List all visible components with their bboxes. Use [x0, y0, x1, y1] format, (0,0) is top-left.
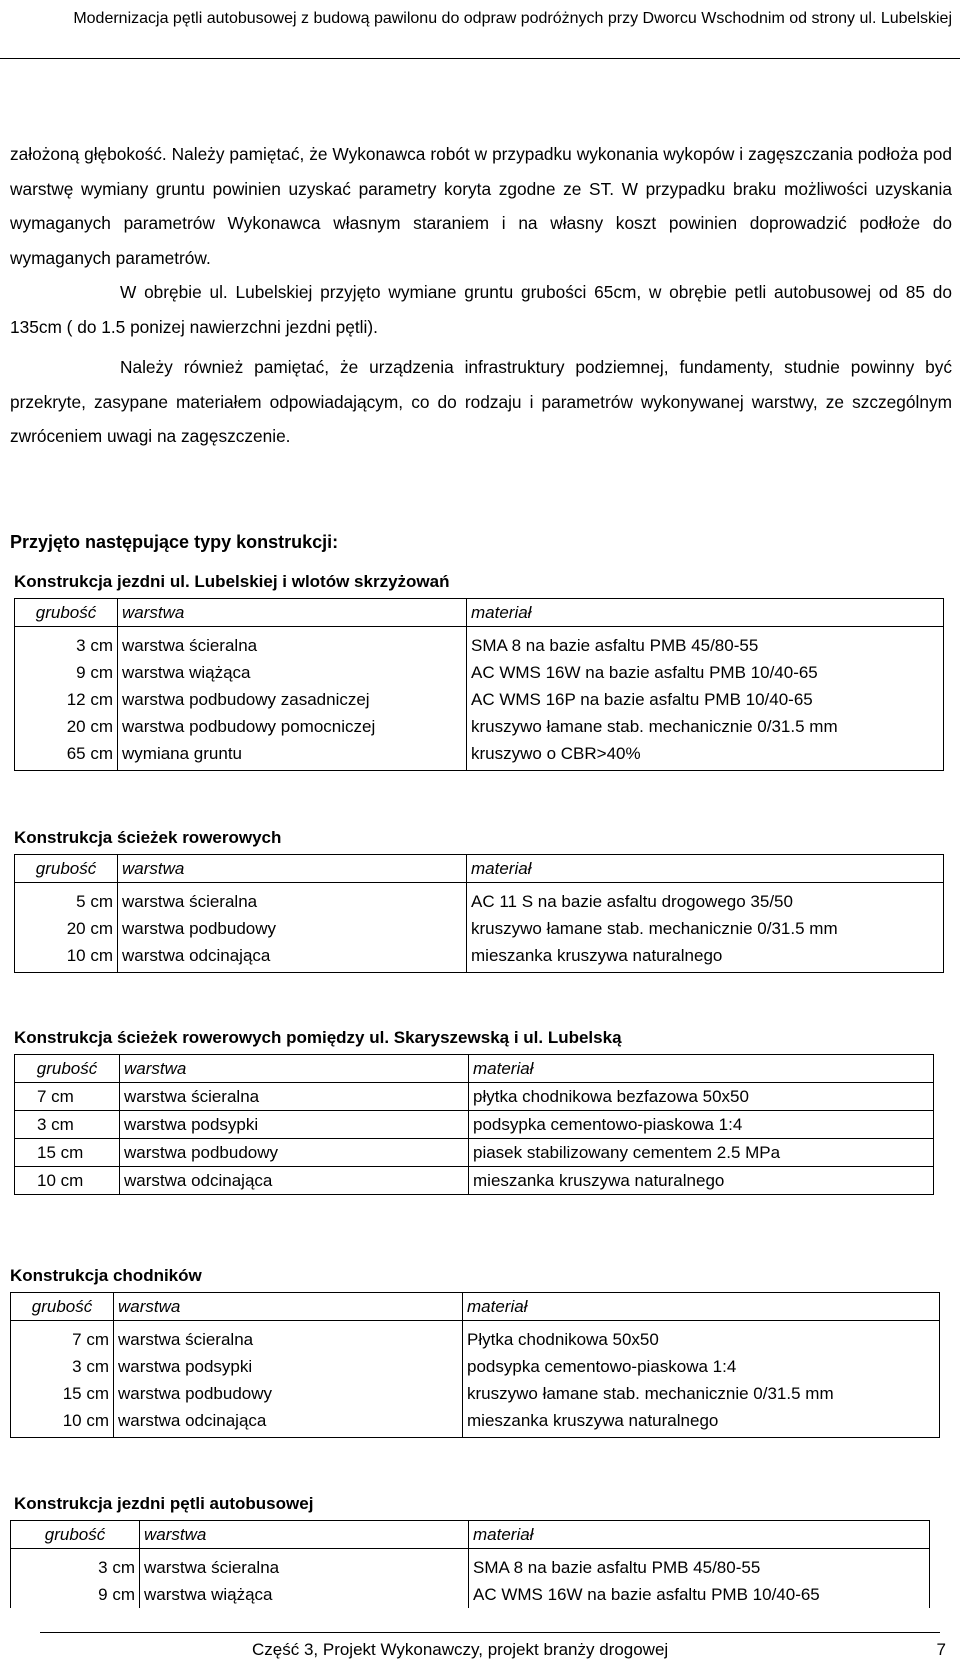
col-layer: warstwa [114, 1293, 463, 1321]
col-thickness: grubość [11, 1293, 114, 1321]
cell-thickness: 10 cm [11, 1407, 114, 1438]
table-row [15, 942, 944, 973]
paragraph-3: Należy również pamiętać, że urządzenia infrastruktury podziemnej, fundamenty, studnie powinny być przekryte, zasypane materiałem odpowiadającym, co do rodzaju i parametrów wykonywanej warstwy, ze szczególnym zwróceniem uwagi na zagęszczenie. [10, 357, 952, 446]
cell-thickness: 15 cm [11, 1380, 114, 1407]
cell-thickness: 10 cm [15, 942, 118, 973]
cell-layer: warstwa odcinająca [118, 942, 467, 973]
cell-material: AC WMS 16W na bazie asfaltu PMB 10/40-65 [467, 659, 944, 686]
table-row [15, 627, 944, 660]
cell-material: kruszywo łamane stab. mechanicznie 0/31.5 mm [467, 915, 944, 942]
cell-material: kruszywo łamane stab. mechanicznie 0/31.5 mm [467, 713, 944, 740]
table-header-row [11, 1293, 940, 1321]
header-title: Modernizacja pętli autobusowej z budową pawilonu do odpraw podróżnych przy Dworcu Wschodnim od strony ul. Lubelskiej [73, 10, 952, 27]
table-row [15, 686, 944, 713]
table-row [15, 1111, 934, 1139]
col-layer: warstwa [118, 855, 467, 883]
table-row [11, 1581, 930, 1608]
cell-thickness: 7 cm [11, 1321, 114, 1354]
cell-material: AC WMS 16W na bazie asfaltu PMB 10/40-65 [469, 1581, 930, 1608]
page-number: 7 [936, 1640, 946, 1659]
table-5 [10, 1520, 930, 1608]
table-1 [14, 598, 944, 771]
table-4-title: Konstrukcja chodników [10, 1266, 202, 1285]
cell-thickness: 3 cm [11, 1549, 140, 1582]
table-row [11, 1353, 940, 1380]
table-1-title: Konstrukcja jezdni ul. Lubelskiej i wlotów skrzyżowań [14, 572, 450, 591]
col-thickness: grubość [15, 599, 118, 627]
cell-material: podsypka cementowo-piaskowa 1:4 [469, 1111, 934, 1139]
cell-material: SMA 8 na bazie asfaltu PMB 45/80-55 [467, 627, 944, 660]
table-row [15, 1167, 934, 1195]
cell-layer: warstwa podbudowy zasadniczej [118, 686, 467, 713]
cell-layer: warstwa wiążąca [118, 659, 467, 686]
cell-material: piasek stabilizowany cementem 2.5 MPa [469, 1139, 934, 1167]
table-row [11, 1380, 940, 1407]
table-row [11, 1321, 940, 1354]
cell-thickness: 20 cm [15, 915, 118, 942]
cell-layer: warstwa ścieralna [140, 1549, 469, 1582]
col-thickness: grubość [11, 1521, 140, 1549]
cell-layer: warstwa ścieralna [114, 1321, 463, 1354]
table-row [15, 713, 944, 740]
cell-material: AC 11 S na bazie asfaltu drogowego 35/50 [467, 883, 944, 916]
page-header [0, 0, 960, 58]
cell-thickness: 15 cm [15, 1139, 120, 1167]
cell-layer: warstwa odcinająca [120, 1167, 469, 1195]
table-header-row [15, 599, 944, 627]
cell-thickness: 5 cm [15, 883, 118, 916]
table-row [15, 1139, 934, 1167]
table-3-title: Konstrukcja ścieżek rowerowych pomiędzy ul. Skaryszewską i ul. Lubelską [14, 1028, 622, 1047]
section-title: Przyjęto następujące typy konstrukcji: [10, 532, 339, 552]
table-2-title: Konstrukcja ścieżek rowerowych [14, 828, 282, 847]
cell-thickness: 10 cm [15, 1167, 120, 1195]
cell-layer: warstwa podsypki [114, 1353, 463, 1380]
cell-material: podsypka cementowo-piaskowa 1:4 [463, 1353, 940, 1380]
table-row [15, 883, 944, 916]
cell-layer: warstwa ścieralna [120, 1083, 469, 1111]
cell-thickness: 3 cm [15, 1111, 120, 1139]
paragraph-1: założoną głębokość. Należy pamiętać, że Wykonawca robót w przypadku wykonania wykopów i zagęszczania podłoża pod warstwę wymiany gruntu powinien uzyskać parametry koryta zgodne ze ST. W przypadku braku możliwości uzyskania wymaganych parametrów Wykonawca własnym staraniem i na własny koszt powinien doprowadzić podłoże do wymaganych parametrów. [10, 144, 952, 268]
col-material: materiał [469, 1055, 934, 1083]
cell-thickness: 9 cm [15, 659, 118, 686]
table-row [11, 1407, 940, 1438]
cell-layer: warstwa podbudowy pomocniczej [118, 713, 467, 740]
cell-material: płytka chodnikowa bezfazowa 50x50 [469, 1083, 934, 1111]
cell-material: mieszanka kruszywa naturalnego [463, 1407, 940, 1438]
cell-material: Płytka chodnikowa 50x50 [463, 1321, 940, 1354]
table-2 [14, 854, 944, 973]
col-layer: warstwa [120, 1055, 469, 1083]
table-4 [10, 1292, 940, 1438]
cell-thickness: 9 cm [11, 1581, 140, 1608]
col-material: materiał [467, 599, 944, 627]
table-3 [14, 1054, 934, 1195]
col-layer: warstwa [140, 1521, 469, 1549]
cell-layer: wymiana gruntu [118, 740, 467, 771]
footer-rule [40, 1632, 940, 1633]
cell-material: AC WMS 16P na bazie asfaltu PMB 10/40-65 [467, 686, 944, 713]
paragraph-2: W obrębie ul. Lubelskiej przyjęto wymiane gruntu grubości 65cm, w obrębie petli autobusowej od 85 do 135cm ( do 1.5 ponizej nawierzchni jezdni pętli). [10, 282, 952, 337]
cell-material: kruszywo łamane stab. mechanicznie 0/31.5 mm [463, 1380, 940, 1407]
cell-thickness: 3 cm [11, 1353, 114, 1380]
col-material: materiał [463, 1293, 940, 1321]
table-row [15, 659, 944, 686]
table-header-row [15, 855, 944, 883]
cell-thickness: 65 cm [15, 740, 118, 771]
cell-layer: warstwa podbudowy [118, 915, 467, 942]
table-row [11, 1549, 930, 1582]
col-thickness: grubość [15, 855, 118, 883]
cell-thickness: 7 cm [15, 1083, 120, 1111]
cell-thickness: 12 cm [15, 686, 118, 713]
table-row [15, 915, 944, 942]
table-row [15, 740, 944, 771]
cell-material: kruszywo o CBR>40% [467, 740, 944, 771]
table-header-row [15, 1055, 934, 1083]
cell-layer: warstwa ścieralna [118, 883, 467, 916]
table-row [15, 1083, 934, 1111]
cell-layer: warstwa ścieralna [118, 627, 467, 660]
cell-layer: warstwa podsypki [120, 1111, 469, 1139]
cell-material: mieszanka kruszywa naturalnego [469, 1167, 934, 1195]
col-layer: warstwa [118, 599, 467, 627]
col-material: materiał [467, 855, 944, 883]
footer-text: Część 3, Projekt Wykonawczy, projekt branży drogowej [252, 1640, 669, 1659]
cell-layer: warstwa wiążąca [140, 1581, 469, 1608]
table-header-row [11, 1521, 930, 1549]
col-thickness: grubość [15, 1055, 120, 1083]
cell-layer: warstwa odcinająca [114, 1407, 463, 1438]
cell-material: SMA 8 na bazie asfaltu PMB 45/80-55 [469, 1549, 930, 1582]
col-material: materiał [469, 1521, 930, 1549]
cell-layer: warstwa podbudowy [120, 1139, 469, 1167]
cell-layer: warstwa podbudowy [114, 1380, 463, 1407]
table-5-title: Konstrukcja jezdni pętli autobusowej [14, 1494, 314, 1513]
header-rule [0, 58, 960, 59]
cell-thickness: 3 cm [15, 627, 118, 660]
cell-material: mieszanka kruszywa naturalnego [467, 942, 944, 973]
cell-thickness: 20 cm [15, 713, 118, 740]
